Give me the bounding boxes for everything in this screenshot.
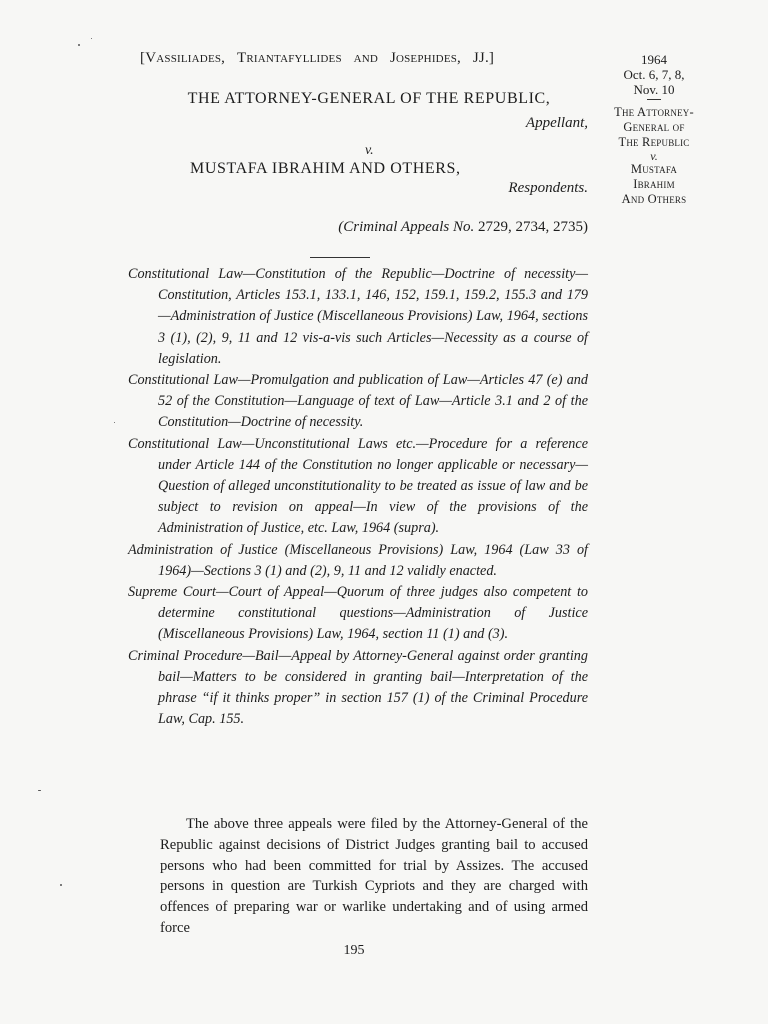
scan-speck (78, 44, 80, 46)
margin-divider (647, 99, 661, 100)
margin-party1-line2: General of (623, 120, 685, 134)
margin-dates-2: Nov. 10 (633, 82, 675, 97)
margin-versus: v. (650, 149, 658, 163)
scan-speck (91, 38, 92, 39)
versus: v. (365, 143, 374, 158)
headnote-entry: Constitutional Law—Unconstitutional Laws etc.—Procedure for a reference under Article 144 of the Constitution no longer applicable or necessary—Question of alleged unconstitutionality to be treated as issue of law and be subject to revision on appeal—In view of the provisions of the Administration of Justice, etc. Law, 1964 (supra). (128, 435, 588, 537)
headnote-entry: Criminal Procedure—Bail—Appeal by Attorney-General against order granting bail—Matters to be considered in granting bail—Interpretation of the phrase “if it thinks proper” in section 157 (1) of the Criminal Procedure Law, Cap. 155. (128, 647, 588, 728)
appeal-numbers: 2729, 2734, 2735) (478, 219, 588, 235)
scan-speck (60, 884, 62, 886)
headnote-entry: Supreme Court—Court of Appeal—Quorum of three judges also competent to determine constitutional questions—Administration of Justice (Miscellaneous Provisions) Law, 1964, section 11 (1) and (3). (128, 584, 588, 643)
judge-2: Triantafyllides (237, 50, 342, 66)
body-paragraph: The above three appeals were filed by the Attorney-General of the Republic against decisions of District Judges granting bail to accused persons who had been committed for trial by Assizes. The accused persons in question are Turkish Cypriots and they are charged with offences of preparing war or warlike undertaking and of using armed force (160, 816, 588, 936)
margin-dates-1: Oct. 6, 7, 8, (623, 67, 685, 82)
headnote-entry: Administration of Justice (Miscellaneous Provisions) Law, 1964 (Law 33 of 1964)—Sections 3 (1) and (2), 9, 11 and 12 validly enacted. (128, 541, 588, 579)
page-number: 195 (343, 943, 365, 958)
judge-1: Vassiliades, (145, 50, 226, 66)
bench-line (140, 50, 494, 67)
scan-speck (114, 422, 115, 423)
appeal-open-paren: ( (338, 219, 344, 235)
margin-note (600, 52, 708, 207)
respondent-name: MUSTAFA IBRAHIM AND OTHERS, (190, 160, 461, 177)
bench-and: and (353, 50, 379, 66)
headnotes (128, 264, 588, 730)
margin-year: 1964 (641, 52, 667, 67)
bench-suffix: JJ.] (472, 50, 495, 66)
appellant-name: THE ATTORNEY-GENERAL OF THE REPUBLIC, (187, 90, 551, 107)
headnote-entry: Constitutional Law—Promulgation and publication of Law—Articles 47 (e) and 52 of the Constitution—Language of text of Law—Article 3.1 and 2 of the Constitution—Doctrine of necessity. (128, 372, 588, 431)
appeal-label: Criminal Appeals No. (343, 219, 475, 235)
respondent-role: Respondents. (508, 180, 588, 196)
margin-party2-line2: Ibrahim (633, 177, 675, 191)
headnote-entry: Constitutional Law—Constitution of the Republic—Doctrine of necessity—Constitution, Articles 153.1, 133.1, 146, 152, 159.1, 159.2, 155.3 and 179—Administration of Justice (Miscellaneous Provisions) Law, 1964, sections 3 (1), (2), 9, 11 and 12 vis-a-vis such Articles—Necessity as a course of legislation. (128, 266, 588, 367)
judge-3: Josephides, (389, 50, 462, 66)
scan-speck (38, 790, 41, 791)
margin-party2-line1: Mustafa (630, 162, 678, 176)
appellant-role: Appellant, (525, 115, 588, 131)
margin-party1-line1: The Attorney- (614, 105, 694, 119)
title-divider (310, 257, 370, 258)
margin-party1-line3: The Republic (618, 135, 690, 149)
bench-open-bracket: [ (140, 50, 146, 66)
appeal-reference (338, 219, 588, 236)
margin-party2-line3: And Others (621, 192, 687, 206)
